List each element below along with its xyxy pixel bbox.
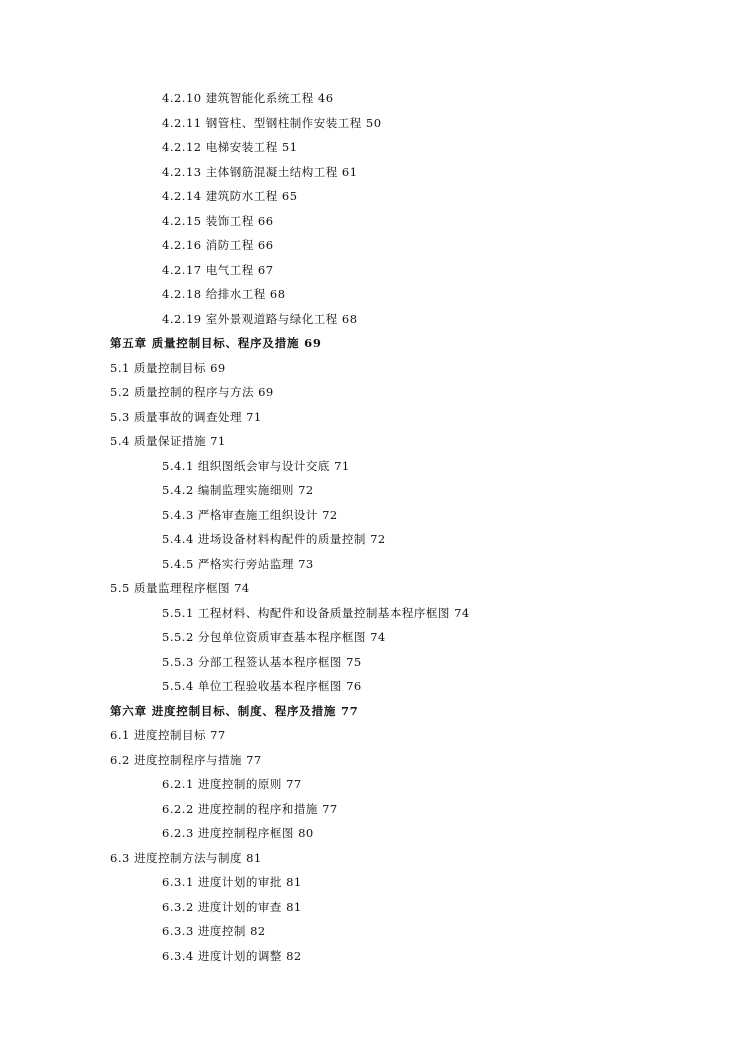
toc-entry: 6.1 进度控制目标 77 [110,728,226,742]
toc-entry: 5.5.1 工程材料、构配件和设备质量控制基本程序框图 74 [162,605,470,620]
toc-entry: 5.3 质量事故的调查处理 71 [110,409,262,424]
toc-entry: 5.4.2 编制监理实施细则 72 [162,483,314,497]
toc-entry: 6.3.3 进度控制 82 [162,924,266,938]
toc-entry: 4.2.13 主体钢筋混凝土结构工程 61 [162,164,358,179]
toc-chapter-entry: 第六章 进度控制目标、制度、程序及措施 77 [110,703,359,718]
toc-entry: 6.2.1 进度控制的原则 77 [162,777,302,791]
toc-entry: 5.4 质量保证措施 71 [110,434,226,448]
toc-entry: 5.5.4 单位工程验收基本程序框图 76 [162,679,362,693]
toc-entry: 5.4.1 组织图纸会审与设计交底 71 [162,458,350,473]
toc-entry: 5.1 质量控制目标 69 [110,360,226,375]
toc-entry: 4.2.12 电梯安装工程 51 [162,140,298,154]
toc-entry: 5.2 质量控制的程序与方法 69 [110,385,274,399]
toc-entry: 6.3.2 进度计划的审查 81 [162,899,302,914]
toc-chapter-entry: 第五章 质量控制目标、程序及措施 69 [110,336,322,350]
toc-entry: 4.2.19 室外景观道路与绿化工程 68 [162,311,358,326]
toc-entry: 5.4.4 进场设备材料构配件的质量控制 72 [162,532,386,546]
toc-entry: 6.2.3 进度控制程序框图 80 [162,826,314,840]
toc-entry: 5.4.5 严格实行旁站监理 73 [162,556,314,571]
toc-entry: 4.2.15 装饰工程 66 [162,213,274,228]
toc-entry: 6.2.2 进度控制的程序和措施 77 [162,801,338,816]
toc-entry: 4.2.14 建筑防水工程 65 [162,189,298,203]
toc-entry: 6.3 进度控制方法与制度 81 [110,850,262,865]
toc-entry: 4.2.10 建筑智能化系统工程 46 [162,91,334,105]
toc-entry: 5.5 质量监理程序框图 74 [110,581,250,595]
toc-entry: 4.2.17 电气工程 67 [162,262,274,277]
toc-entry: 6.2 进度控制程序与措施 77 [110,752,262,767]
toc-entry: 4.2.16 消防工程 66 [162,238,274,252]
toc-entry: 5.5.3 分部工程签认基本程序框图 75 [162,654,362,669]
toc-entry: 5.5.2 分包单位资质审查基本程序框图 74 [162,630,386,644]
table-of-contents [0,86,744,968]
toc-entry: 4.2.11 钢管柱、型钢柱制作安装工程 50 [162,115,382,130]
toc-entry: 4.2.18 给排水工程 68 [162,287,286,301]
toc-entry: 6.3.4 进度计划的调整 82 [162,948,302,963]
toc-entry: 5.4.3 严格审查施工组织设计 72 [162,507,338,522]
toc-entry: 6.3.1 进度计划的审批 81 [162,875,302,889]
